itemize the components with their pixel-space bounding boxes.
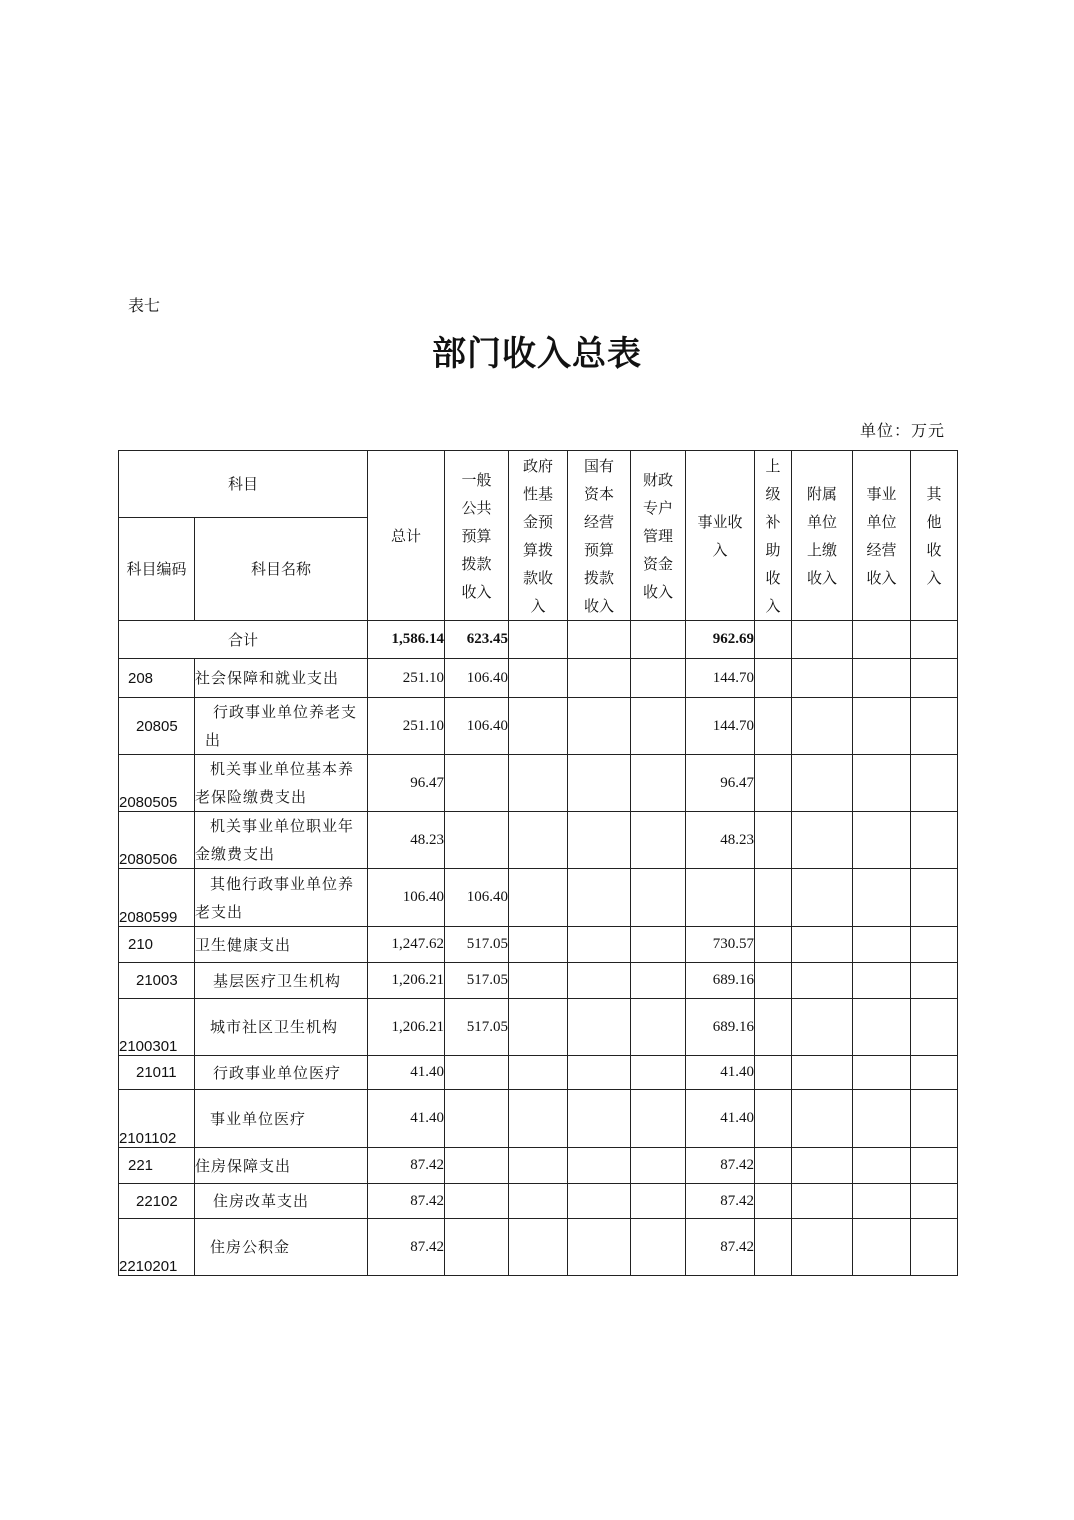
empty-cell [509, 1090, 568, 1148]
empty-cell [755, 869, 792, 927]
subject-code: 20805 [119, 698, 195, 755]
table-row [119, 1056, 958, 1090]
empty-cell [911, 659, 958, 698]
header-operating: 事业单位经营收入 [853, 451, 911, 621]
business-income-cell: 144.70 [686, 698, 755, 755]
empty-cell [631, 659, 686, 698]
subject-name: 其他行政事业单位养老支出 [195, 869, 368, 927]
table-label: 表七 [128, 296, 161, 315]
business-income-cell: 41.40 [686, 1090, 755, 1148]
empty-cell [853, 1219, 911, 1276]
empty-cell [911, 755, 958, 812]
empty-cell [792, 1090, 853, 1148]
empty-cell [631, 1184, 686, 1219]
empty-cell [755, 963, 792, 999]
empty-cell [755, 621, 792, 659]
empty-cell [911, 963, 958, 999]
empty-cell [631, 1090, 686, 1148]
subject-name: 行政事业单位养老支出 [195, 698, 368, 755]
total-cell: 87.42 [368, 1219, 445, 1276]
general-budget-cell: 517.05 [445, 927, 509, 963]
header-business-income: 事业收入 [686, 451, 755, 621]
empty-cell [911, 999, 958, 1056]
empty-cell [911, 621, 958, 659]
general-budget-cell: 106.40 [445, 869, 509, 927]
empty-cell [631, 1148, 686, 1184]
business-income-cell: 87.42 [686, 1148, 755, 1184]
empty-cell [509, 698, 568, 755]
empty-cell [911, 812, 958, 869]
business-income-cell: 48.23 [686, 812, 755, 869]
subject-name: 住房改革支出 [195, 1184, 368, 1219]
total-cell: 48.23 [368, 812, 445, 869]
empty-cell [509, 812, 568, 869]
subject-name: 住房公积金 [195, 1219, 368, 1276]
general-budget-cell [445, 1148, 509, 1184]
table-row [119, 698, 958, 755]
empty-cell [755, 1184, 792, 1219]
subject-code: 21003 [119, 963, 195, 999]
empty-cell [792, 927, 853, 963]
general-budget-cell [445, 1184, 509, 1219]
empty-cell [911, 1148, 958, 1184]
empty-cell [911, 698, 958, 755]
header-subject: 科目 [119, 451, 368, 518]
header-general-budget: 一般公共预算拨款收入 [445, 451, 509, 621]
empty-cell [792, 1056, 853, 1090]
empty-cell [853, 1148, 911, 1184]
business-income-cell: 144.70 [686, 659, 755, 698]
subject-name: 事业单位医疗 [195, 1090, 368, 1148]
income-summary-table [118, 450, 958, 1276]
general-budget-cell [445, 1219, 509, 1276]
empty-cell [568, 1148, 631, 1184]
empty-cell [568, 1184, 631, 1219]
subject-code: 2210201 [119, 1219, 195, 1276]
empty-cell [755, 812, 792, 869]
table-row [119, 869, 958, 927]
empty-cell [631, 963, 686, 999]
empty-cell [509, 1148, 568, 1184]
empty-cell [509, 659, 568, 698]
empty-cell [911, 927, 958, 963]
empty-cell [792, 1219, 853, 1276]
subject-name: 社会保障和就业支出 [195, 659, 368, 698]
header-subject-name: 科目名称 [195, 518, 368, 621]
total-cell: 96.47 [368, 755, 445, 812]
empty-cell [792, 812, 853, 869]
empty-cell [568, 1219, 631, 1276]
table-row [119, 659, 958, 698]
header-special-fund: 财政专户管理资金收入 [631, 451, 686, 621]
empty-cell [755, 659, 792, 698]
business-income-cell: 87.42 [686, 1184, 755, 1219]
total-cell: 251.10 [368, 659, 445, 698]
subject-name: 卫生健康支出 [195, 927, 368, 963]
business-income-cell: 689.16 [686, 963, 755, 999]
page-title: 部门收入总表 [432, 334, 642, 374]
empty-cell [631, 621, 686, 659]
empty-cell [568, 659, 631, 698]
general-budget-cell: 106.40 [445, 698, 509, 755]
empty-cell [509, 927, 568, 963]
subject-name: 基层医疗卫生机构 [195, 963, 368, 999]
empty-cell [853, 755, 911, 812]
empty-cell [853, 963, 911, 999]
general-budget-cell [445, 1090, 509, 1148]
empty-cell [568, 698, 631, 755]
empty-cell [853, 812, 911, 869]
header-gov-fund: 政府性基金预算拨款收入 [509, 451, 568, 621]
subject-code: 210 [119, 927, 195, 963]
empty-cell [792, 1148, 853, 1184]
business-income-cell [686, 869, 755, 927]
empty-cell [755, 1148, 792, 1184]
table-row [119, 927, 958, 963]
empty-cell [792, 1184, 853, 1219]
total-label: 合计 [119, 621, 368, 659]
total-cell: 106.40 [368, 869, 445, 927]
empty-cell [509, 1056, 568, 1090]
empty-cell [631, 1219, 686, 1276]
empty-cell [509, 621, 568, 659]
empty-cell [568, 1056, 631, 1090]
empty-cell [568, 869, 631, 927]
total-row [119, 621, 958, 659]
empty-cell [568, 999, 631, 1056]
header-total: 总计 [368, 451, 445, 621]
total-cell: 251.10 [368, 698, 445, 755]
business-income-cell: 87.42 [686, 1219, 755, 1276]
general-budget-cell: 106.40 [445, 659, 509, 698]
table-row [119, 1090, 958, 1148]
business-income-cell: 962.69 [686, 621, 755, 659]
empty-cell [509, 1219, 568, 1276]
empty-cell [911, 1056, 958, 1090]
empty-cell [755, 999, 792, 1056]
empty-cell [509, 963, 568, 999]
total-cell: 41.40 [368, 1090, 445, 1148]
empty-cell [853, 1090, 911, 1148]
header-other: 其他收入 [911, 451, 958, 621]
header-affiliated: 附属单位上缴收入 [792, 451, 853, 621]
empty-cell [853, 1056, 911, 1090]
subject-name: 城市社区卫生机构 [195, 999, 368, 1056]
subject-name: 机关事业单位基本养老保险缴费支出 [195, 755, 368, 812]
general-budget-cell [445, 1056, 509, 1090]
unit-label: 单位：万元 [859, 421, 945, 440]
empty-cell [631, 999, 686, 1056]
subject-name: 住房保障支出 [195, 1148, 368, 1184]
general-budget-cell [445, 812, 509, 869]
empty-cell [568, 927, 631, 963]
subject-code: 2080505 [119, 755, 195, 812]
table-row [119, 1184, 958, 1219]
empty-cell [568, 755, 631, 812]
subject-code: 21011 [119, 1056, 195, 1090]
empty-cell [755, 1090, 792, 1148]
empty-cell [792, 999, 853, 1056]
empty-cell [509, 755, 568, 812]
total-cell: 87.42 [368, 1148, 445, 1184]
empty-cell [911, 1184, 958, 1219]
table-row [119, 1219, 958, 1276]
subject-code: 2101102 [119, 1090, 195, 1148]
empty-cell [911, 869, 958, 927]
subject-code: 221 [119, 1148, 195, 1184]
empty-cell [568, 621, 631, 659]
header-state-capital: 国有资本经营预算拨款收入 [568, 451, 631, 621]
total-cell: 41.40 [368, 1056, 445, 1090]
empty-cell [853, 659, 911, 698]
header-superior-subsidy: 上级补助收入 [755, 451, 792, 621]
business-income-cell: 730.57 [686, 927, 755, 963]
empty-cell [631, 812, 686, 869]
empty-cell [792, 755, 853, 812]
empty-cell [853, 999, 911, 1056]
empty-cell [631, 755, 686, 812]
empty-cell [755, 927, 792, 963]
empty-cell [755, 755, 792, 812]
empty-cell [631, 698, 686, 755]
table-row [119, 963, 958, 999]
business-income-cell: 689.16 [686, 999, 755, 1056]
empty-cell [631, 869, 686, 927]
table-row [119, 812, 958, 869]
empty-cell [568, 812, 631, 869]
total-cell: 1,247.62 [368, 927, 445, 963]
header-subject-code: 科目编码 [119, 518, 195, 621]
general-budget-cell: 623.45 [445, 621, 509, 659]
empty-cell [509, 999, 568, 1056]
empty-cell [509, 869, 568, 927]
empty-cell [792, 621, 853, 659]
empty-cell [853, 869, 911, 927]
total-cell: 87.42 [368, 1184, 445, 1219]
business-income-cell: 96.47 [686, 755, 755, 812]
empty-cell [792, 659, 853, 698]
total-cell: 1,586.14 [368, 621, 445, 659]
empty-cell [568, 1090, 631, 1148]
empty-cell [755, 1056, 792, 1090]
empty-cell [631, 1056, 686, 1090]
empty-cell [792, 963, 853, 999]
subject-name: 行政事业单位医疗 [195, 1056, 368, 1090]
subject-code: 22102 [119, 1184, 195, 1219]
business-income-cell: 41.40 [686, 1056, 755, 1090]
general-budget-cell: 517.05 [445, 999, 509, 1056]
total-cell: 1,206.21 [368, 963, 445, 999]
general-budget-cell [445, 755, 509, 812]
empty-cell [509, 1184, 568, 1219]
subject-code: 208 [119, 659, 195, 698]
empty-cell [911, 1090, 958, 1148]
subject-code: 2080506 [119, 812, 195, 869]
subject-code: 2080599 [119, 869, 195, 927]
empty-cell [911, 1219, 958, 1276]
empty-cell [755, 698, 792, 755]
empty-cell [792, 698, 853, 755]
subject-name: 机关事业单位职业年金缴费支出 [195, 812, 368, 869]
subject-code: 2100301 [119, 999, 195, 1056]
empty-cell [853, 927, 911, 963]
empty-cell [792, 869, 853, 927]
table-row [119, 755, 958, 812]
general-budget-cell: 517.05 [445, 963, 509, 999]
empty-cell [853, 1184, 911, 1219]
empty-cell [568, 963, 631, 999]
total-cell: 1,206.21 [368, 999, 445, 1056]
empty-cell [631, 927, 686, 963]
empty-cell [853, 698, 911, 755]
empty-cell [755, 1219, 792, 1276]
table-row [119, 999, 958, 1056]
empty-cell [853, 621, 911, 659]
table-row [119, 1148, 958, 1184]
